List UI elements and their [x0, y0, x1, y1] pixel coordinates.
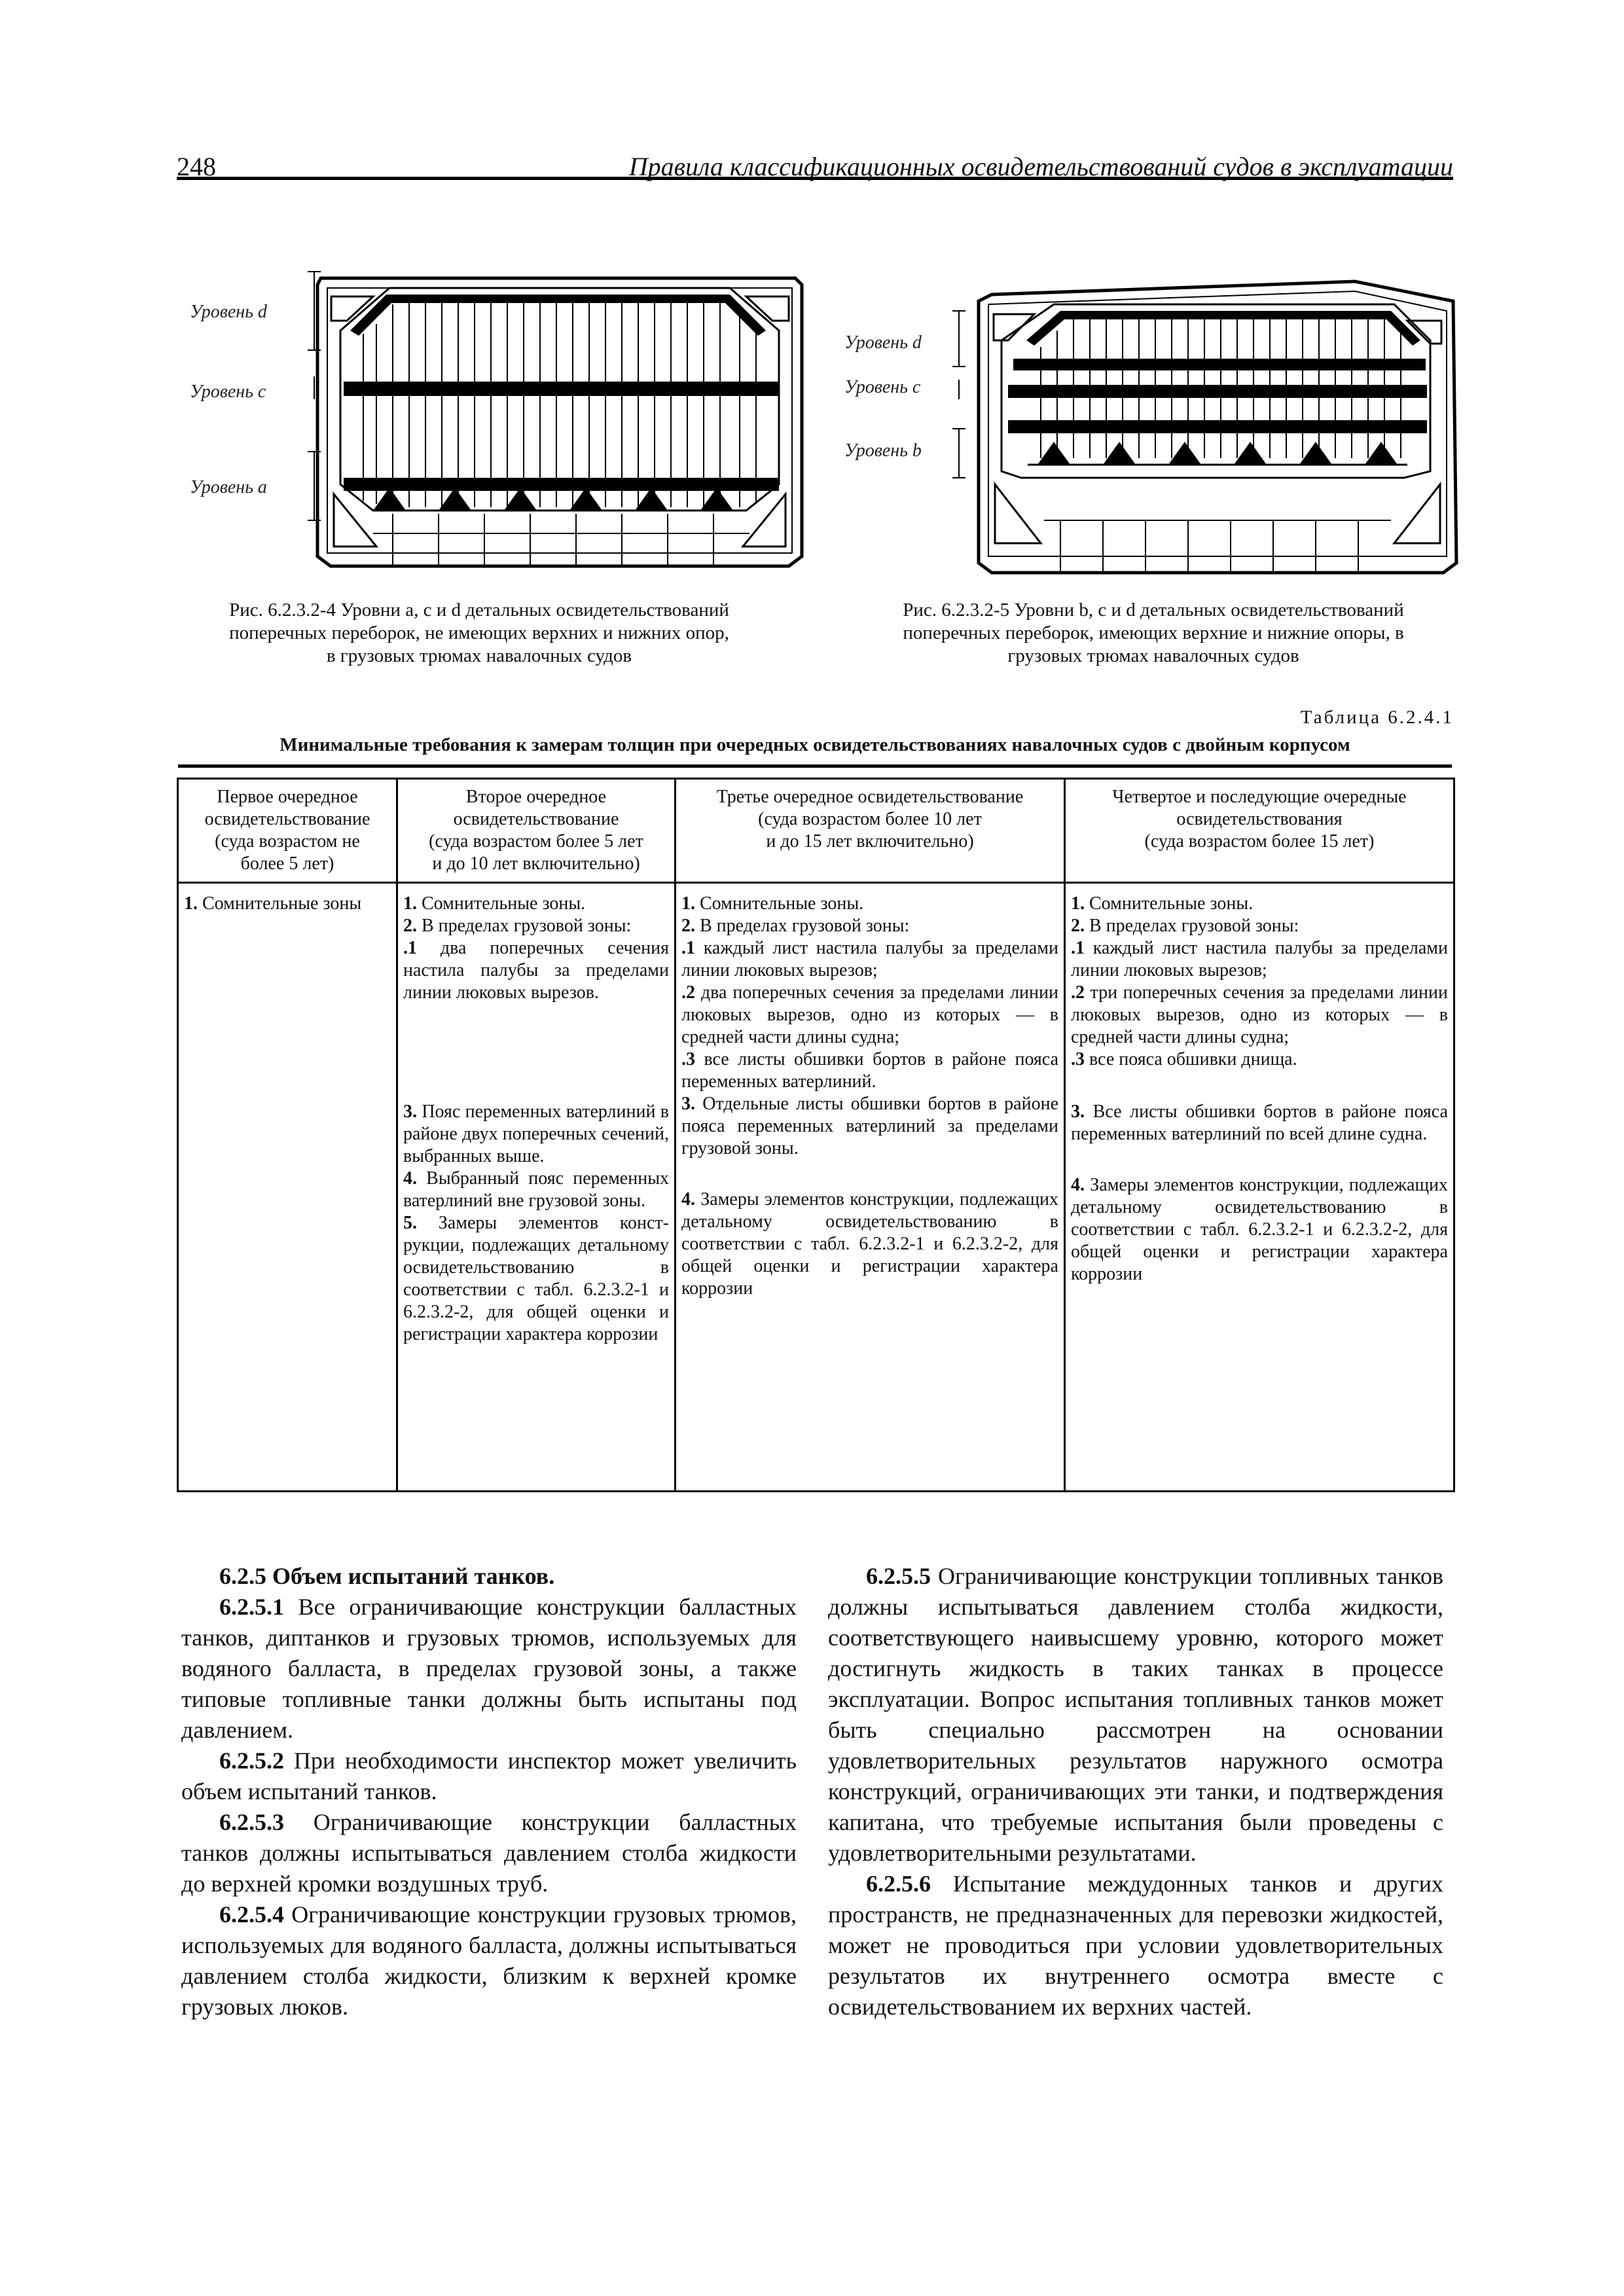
- text-column-right: [828, 1561, 1443, 2022]
- list-item: 5. Замеры элементов конструкции, подлежащих детальному освидетельствованию в соответствии с табл. 6.2.3.2-1 и 6.2.3.2-2, для общей оценки и регистрации характера коррозии: [403, 1213, 669, 1344]
- header-line: Второе очередное: [465, 787, 607, 807]
- header-line: и до 15 лет включительно): [766, 831, 974, 852]
- table-cell-third-survey: [676, 883, 1065, 1492]
- list-item: 4. Выбранный пояс переменных ватерлиний вне грузовой зоны.: [403, 1168, 669, 1211]
- level-a-label: Уровень a: [190, 477, 267, 497]
- section-heading: 6.2.5 Объем испытаний танков.: [219, 1563, 555, 1589]
- header-line: Третье очередное освидетельствование: [716, 787, 1024, 807]
- level-c-label: Уровень c: [190, 382, 266, 402]
- list-item: 2. В пределах грузовой зоны:: [403, 916, 632, 936]
- table-cell-fourth-survey: [1065, 883, 1454, 1492]
- list-item: .1 каждый лист настила палубы за пределами линии люковых вырезов;: [681, 938, 1058, 980]
- running-header: [177, 131, 1453, 182]
- list-item: 1. Сомнительные зоны.: [403, 893, 586, 914]
- table-title: Минимальные требования к замерам толщин при очередных освидетельствованиях навалочных судов с двойным корпусом: [280, 734, 1350, 755]
- header-line: (суда возрастом более 5 лет: [429, 831, 643, 852]
- list-item: .2 два поперечных сечения за пределами линии люковых вырезов, одно из которых — в средней части длины судна;: [681, 982, 1058, 1047]
- table-cell-second-survey: [397, 883, 676, 1492]
- header-line: (суда возрастом более 10 лет: [758, 809, 982, 829]
- paragraph: 6.2.5.5 Ограничивающие конструкции топливных танков должны испытываться давлением столба жидкости, соответствующего наивысшему уровню, которого может достигнуть жидкость в таких танках в процессе эксплуатации. Вопрос испытания топливных танков может быть специально рассмотрен на основании удовлетворительных результатов наружного осмотра конструкций, ограничивающих эти танки, и подтверждения капитана, что требуемые испытания были проведены с удовлетворительными результатами.: [828, 1563, 1443, 1866]
- header-line: (суда возрастом не: [215, 831, 360, 852]
- list-item: 3. Отдельные листы обшивки бортов в районе пояса переменных ватерлиний за пределами грузовой зоны.: [681, 1094, 1058, 1158]
- table-cell-first-survey: [178, 883, 397, 1492]
- list-item: 4. Замеры элементов конструкции, подлежащих детальному освидетельствованию в соответствии с табл. 6.2.3.2-1 и 6.2.3.2-2, для общей оценки и регистрации характера коррозии: [681, 1189, 1058, 1299]
- running-title: Правила классификационных освидетельствований судов в эксплуатации: [628, 152, 1453, 181]
- level-c-label: Уровень c: [844, 377, 921, 397]
- caption-line: грузовых трюмах навалочных судов: [1007, 645, 1299, 666]
- figure-right: [844, 275, 1460, 576]
- paragraph: 6.2.5.2 При необходимости инспектор может увеличить объем испытаний танков.: [181, 1748, 797, 1804]
- level-b-label: Уровень b: [844, 440, 922, 461]
- header-line: освидетельствования: [1176, 809, 1343, 829]
- header-rule: [177, 177, 1453, 180]
- table-header-cell: [1065, 779, 1454, 883]
- list-item: .2 три поперечных сечения за пределами линии люковых вырезов, одно из которых — в средней части длины судна;: [1071, 982, 1448, 1047]
- list-item: .1 два поперечных сечения настила палубы за пределами линии люковых вырезов.: [403, 938, 669, 1003]
- header-line: освидетельствование: [204, 809, 370, 829]
- list-item: .3 все листы обшивки бортов в районе пояса переменных ватерлиний.: [681, 1049, 1058, 1092]
- level-d-label: Уровень d: [844, 332, 922, 353]
- table-header-cell: [676, 779, 1065, 883]
- paragraph: 6.2.5.6 Испытание междудонных танков и других пространств, не предназначенных для перевозки жидкостей, может не проводиться при условии удовлетворительных результатов их внутреннего осмотра вместе с освидетельствованием их верхних частей.: [828, 1871, 1443, 2020]
- level-d-label: Уровень d: [190, 302, 267, 322]
- caption-line: поперечных переборок, имеющих верхние и нижние опоры, в: [903, 622, 1404, 643]
- figure-left-caption: [178, 599, 780, 668]
- figure-right-caption: [846, 599, 1461, 668]
- list-item: 3. Пояс переменных ватерлиний в районе двух поперечных сечений, выбранных выше.: [403, 1102, 669, 1166]
- header-line: освидетельствование: [453, 809, 619, 829]
- header-line: Первое очередное: [217, 787, 358, 807]
- list-item: 3. Все листы обшивки бортов в районе пояса переменных ватерлиний по всей длине судна.: [1071, 1102, 1448, 1144]
- list-item: 2. В пределах грузовой зоны:: [1071, 916, 1299, 936]
- caption-line: в грузовых трюмах навалочных судов: [326, 645, 632, 666]
- caption-line: Рис. 6.2.3.2-4 Уровни a, c и d детальных освидетельствований: [229, 600, 729, 620]
- bulkhead-drawing-right: [844, 275, 1460, 576]
- figure-left: [177, 259, 805, 573]
- header-line: (суда возрастом более 15 лет): [1144, 831, 1375, 852]
- paragraph: 6.2.5.4 Ограничивающие конструкции грузовых трюмов, используемых для водяного балласта, должны испытываться давлением столба жидкости, близким к верхней кромке грузовых люков.: [181, 1901, 797, 2020]
- table-header-cell: [178, 779, 397, 883]
- table-top-rule: [178, 764, 1452, 768]
- page-number: 248: [177, 152, 216, 181]
- list-item: 1. Сомнительные зоны.: [1071, 893, 1254, 914]
- header-line: более 5 лет): [240, 853, 334, 874]
- list-item: 2. В пределах грузовой зоны:: [681, 916, 910, 936]
- paragraph: 6.2.5.3 Ограничивающие конструкции балластных танков должны испытываться давлением столба жидкости до верхней кромки воздушных труб.: [181, 1809, 797, 1897]
- list-item: .1 каждый лист настила палубы за пределами линии люковых вырезов;: [1071, 938, 1448, 980]
- header-line: Четвертое и последующие очередные: [1112, 787, 1407, 807]
- table-header-cell: [397, 779, 676, 883]
- text-column-left: [181, 1561, 797, 2022]
- table-label: Таблица 6.2.4.1: [1300, 707, 1454, 728]
- caption-line: поперечных переборок, не имеющих верхних и нижних опор,: [229, 622, 729, 643]
- paragraph: 6.2.5.1 Все ограничивающие конструкции балластных танков, диптанков и грузовых трюмов, используемых для водяного балласта, в пределах грузовой зоны, а также типовые топливные танки должны быть испытаны под давлением.: [181, 1594, 797, 1743]
- thickness-requirements-table: [177, 778, 1455, 1492]
- list-item: 4. Замеры элементов конструкции, подлежащих детальному освидетельствованию в соответствии с табл. 6.2.3.2-1 и 6.2.3.2-2, для общей оценки и регистрации характера коррозии: [1071, 1175, 1448, 1284]
- list-item: 1. Сомнительные зоны.: [681, 893, 864, 914]
- caption-line: Рис. 6.2.3.2-5 Уровни b, c и d детальных освидетельствований: [903, 600, 1404, 620]
- bulkhead-drawing-left: [177, 259, 805, 573]
- header-line: и до 10 лет включительно): [432, 853, 640, 874]
- list-item: .3 все пояса обшивки днища.: [1071, 1049, 1297, 1069]
- list-item: 1. Сомнительные зоны: [184, 893, 362, 914]
- table-header-row: [178, 779, 1454, 883]
- table-row: [178, 883, 1454, 1492]
